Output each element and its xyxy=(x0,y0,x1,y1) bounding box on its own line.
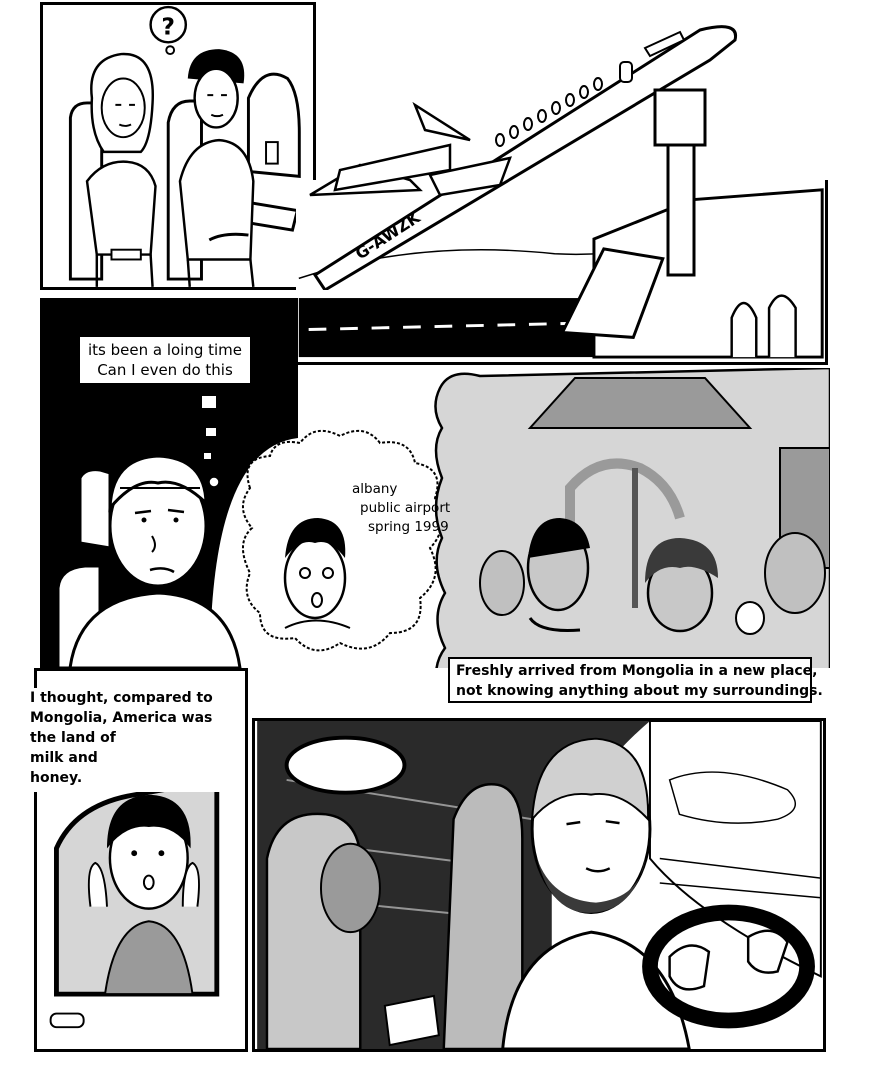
thought-bubble xyxy=(80,337,250,383)
plane-registration: G-AWZK xyxy=(351,207,424,264)
car-driver-drawing xyxy=(255,721,823,1049)
narration-line-1: I thought, compared to xyxy=(30,690,213,706)
narration-caption xyxy=(30,688,235,792)
memory-scene-drawing xyxy=(240,368,830,668)
panel-seated-passengers xyxy=(40,2,316,290)
memory-line-2: public airport xyxy=(360,500,451,516)
svg-text:?: ? xyxy=(161,12,175,41)
scene-caption xyxy=(448,657,823,703)
narration-line-2: Mongolia, America was xyxy=(30,710,213,726)
memory-line-3: spring 1999 xyxy=(368,519,449,535)
narration-line-5: honey. xyxy=(30,770,83,786)
airplane-drawing xyxy=(300,10,750,290)
thought-line-1: its been a loing time xyxy=(87,341,243,359)
scene-caption-line-1: Freshly arrived from Mongolia in a new place, xyxy=(456,663,818,679)
scene-caption-line-2: not knowing anything about my surroundings. xyxy=(456,683,823,699)
memory-line-1: albany xyxy=(352,481,398,497)
thought-line-2: Can I even do this xyxy=(97,361,233,379)
narration-line-4: milk and xyxy=(30,750,98,766)
panel-car-driver xyxy=(252,718,826,1052)
panel-memory-scene xyxy=(240,368,830,668)
seated-passengers-drawing xyxy=(43,5,313,287)
narration-line-3: the land of xyxy=(30,730,116,746)
memory-caption xyxy=(352,480,462,540)
